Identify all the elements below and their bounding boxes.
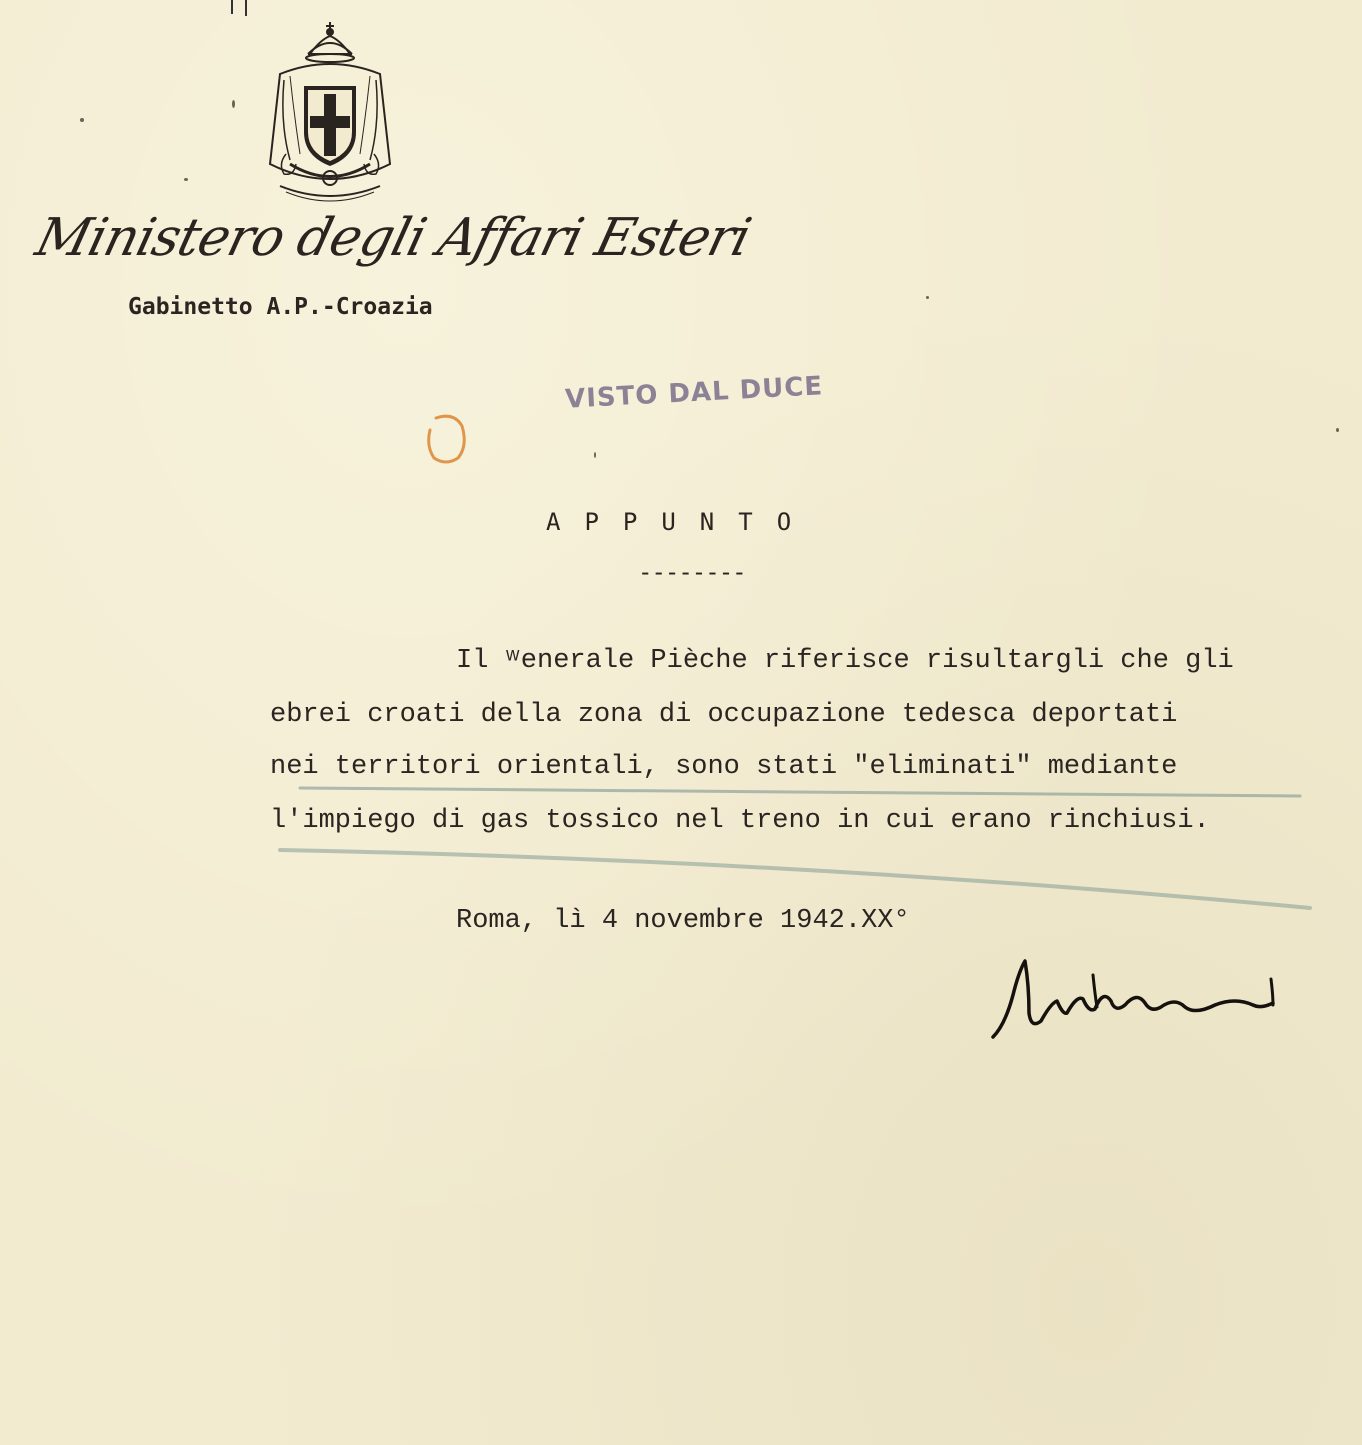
body-line-1: Il ʷenerale Pièche riferisce risultargli che gli bbox=[456, 646, 1234, 676]
paper-speck bbox=[926, 296, 929, 299]
office-subheading: Gabinetto A.P.-Croazia bbox=[128, 294, 433, 320]
paper-speck bbox=[80, 118, 84, 122]
body-line-4: l'impiego di gas tossico nel treno in cui erano rinchiusi. bbox=[270, 806, 1210, 836]
title-underline: -------- bbox=[638, 558, 746, 586]
dateline: Roma, lì 4 novembre 1942.XX° bbox=[456, 906, 910, 936]
orange-crayon-mark bbox=[424, 412, 470, 466]
document-title: APPUNTO bbox=[546, 508, 816, 536]
ministry-letterhead: Ministero degli Affari Esteri bbox=[30, 208, 757, 268]
paper-speck bbox=[232, 100, 235, 108]
visto-dal-duce-stamp: VISTO DAL DUCE bbox=[564, 371, 824, 415]
paper-speck bbox=[184, 178, 188, 181]
body-line-3: nei territori orientali, sono stati "eliminati" mediante bbox=[270, 752, 1178, 782]
handwritten-signature bbox=[985, 955, 1285, 1045]
royal-crest-emblem bbox=[250, 14, 410, 214]
paper-speck bbox=[1336, 428, 1339, 432]
body-line-2: ebrei croati della zona di occupazione tedesca deportati bbox=[270, 700, 1178, 730]
paper-speck bbox=[594, 452, 596, 458]
